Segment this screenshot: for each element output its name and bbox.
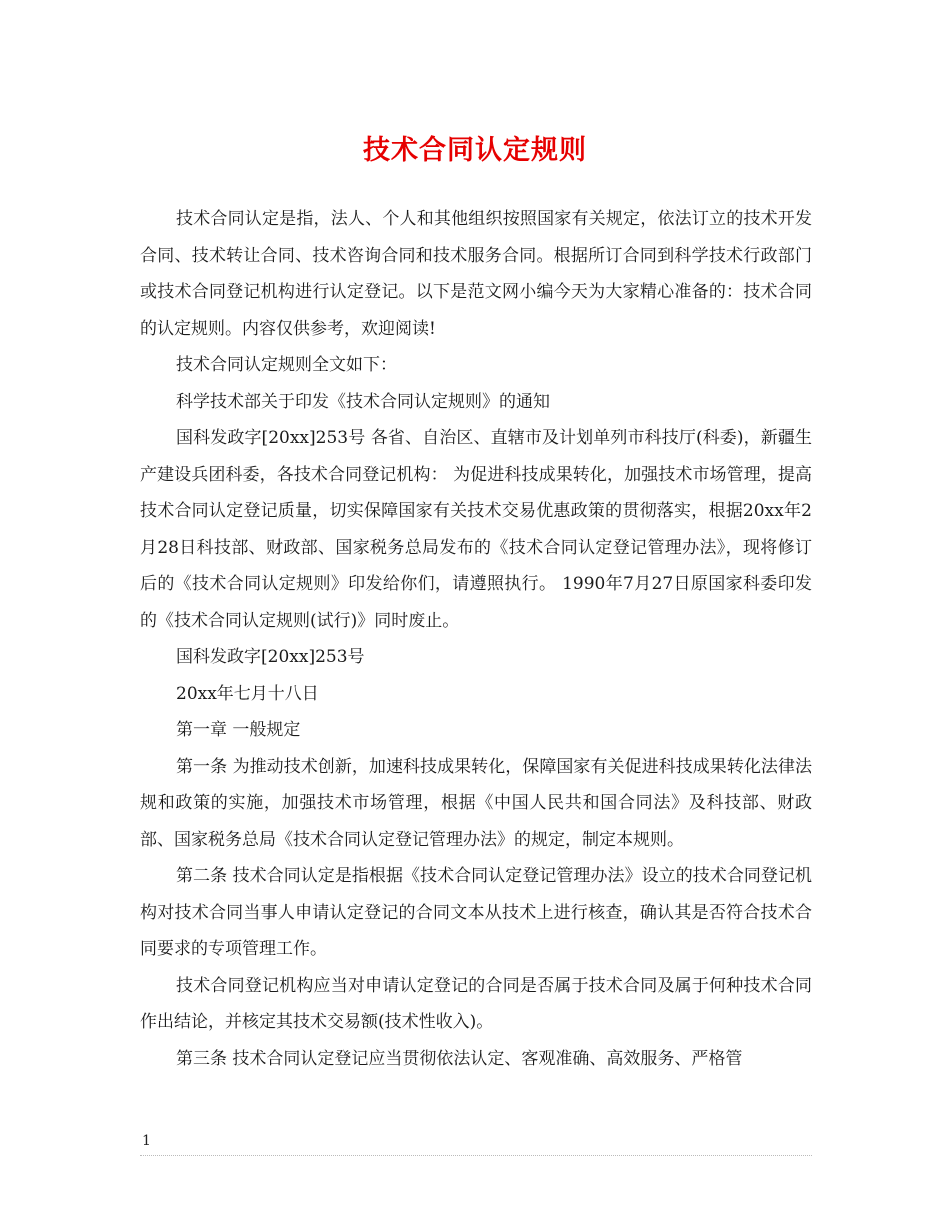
chapter-heading: 第一章 一般规定 — [176, 720, 301, 740]
footer-divider — [140, 1155, 812, 1156]
paragraph-doc-number: 国科发政字[20xx]253号 — [176, 647, 365, 667]
paragraph-fulltext-heading: 技术合同认定规则全文如下： — [176, 355, 397, 375]
paragraph-intro: 技术合同认定是指，法人、个人和其他组织按照国家有关规定，依法订立的技术开发合同、技术转让合同、技术咨询合同和技术服务合同。根据所订合同到科学技术行政部门或技术合同登记机构进行认定登记。以下是范文网小编今天为大家精心准备的：技术合同的认定规则。内容仅供参考，欢迎阅读! — [140, 209, 812, 339]
article-2-continued: 技术合同登记机构应当对申请认定登记的合同是否属于技术合同及属于何种技术合同作出结论，并核定其技术交易额(技术性收入)。 — [140, 975, 812, 1032]
document-body — [140, 201, 812, 1077]
article-1: 第一条 为推动技术创新，加速科技成果转化，保障国家有关促进科技成果转化法律法规和政策的实施，加强技术市场管理，根据《中国人民共和国合同法》及科技部、财政部、国家税务总局《技术合同认定登记管理办法》的规定，制定本规则。 — [140, 756, 812, 850]
document-title: 技术合同认定规则 — [363, 135, 587, 166]
article-2: 第二条 技术合同认定是指根据《技术合同认定登记管理办法》设立的技术合同登记机构对技术合同当事人申请认定登记的合同文本从技术上进行核查，确认其是否符合技术合同要求的专项管理工作。 — [140, 866, 812, 959]
paragraph-date: 20xx年七月十八日 — [176, 683, 319, 704]
page-number: 1 — [142, 1133, 151, 1149]
paragraph-notice-title: 科学技术部关于印发《技术合同认定规则》的通知 — [176, 391, 550, 412]
paragraph-notice-body: 国科发政字[20xx]253号 各省、自治区、直辖市及计划单列市科技厅(科委)，新疆生产建设兵团科委，各技术合同登记机构： 为促进科技成果转化，加强技术市场管理，提高技术合同认定登记质量，切实保障国家有关技术交易优惠政策的贯彻落实，根据20xx年2月28日科技部、财政部、国家税务总局发布的《技术合同认定登记管理办法》，现将修订后的《技术合同认定规则》印发给你们，请遵照执行。 1990年7月27日原国家科委印发的《技术合同认定规则(试行)》同时废止。 — [140, 428, 812, 631]
article-3: 第三条 技术合同认定登记应当贯彻依法认定、客观准确、高效服务、严格管 — [176, 1048, 743, 1069]
